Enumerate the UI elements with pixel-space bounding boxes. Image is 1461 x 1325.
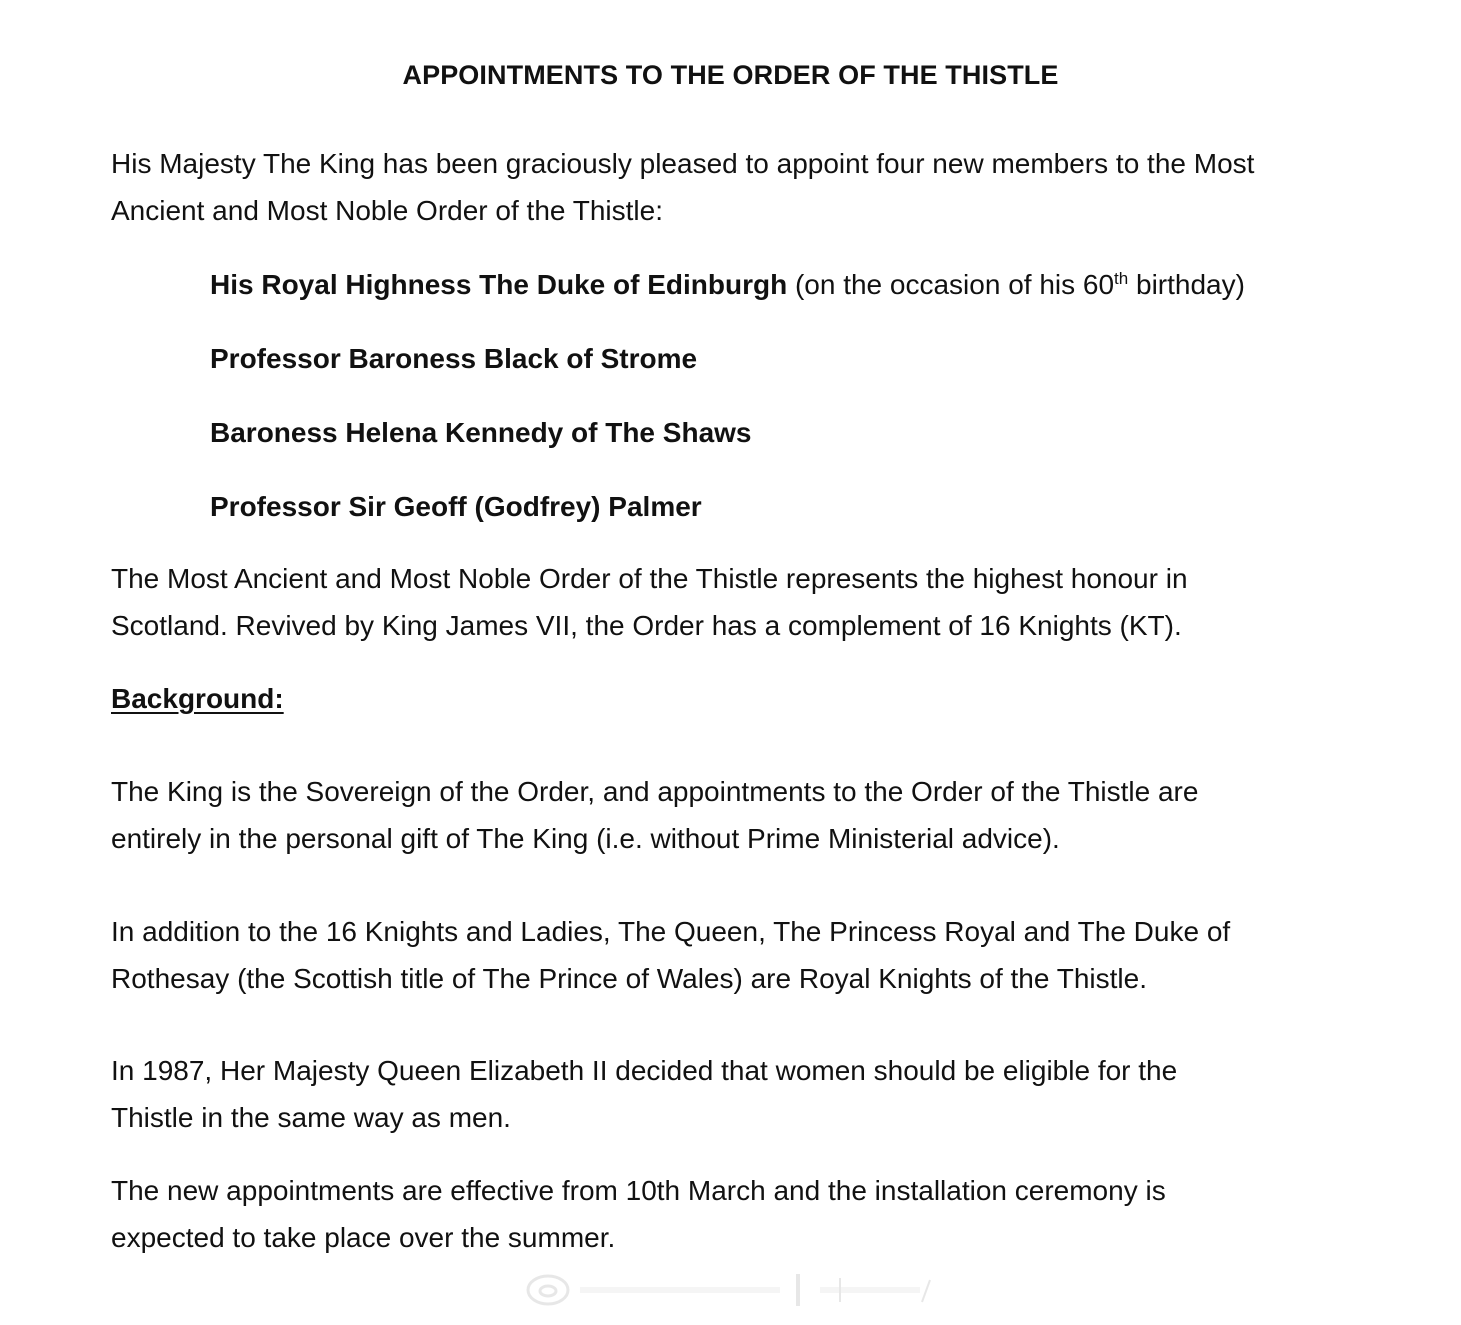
background-1-line-1: The King is the Sovereign of the Order, and appointments to the Order of the Thistle are bbox=[111, 776, 1199, 807]
background-1-line-2: entirely in the personal gift of The King (i.e. without Prime Ministerial advice). bbox=[111, 822, 1060, 854]
appointee-note-text: (on the occasion of his 60 bbox=[794, 269, 1115, 300]
background-paragraph-1 bbox=[111, 769, 1361, 862]
order-line-2: Scotland. Revived by King James VII, the Order has a complement of 16 Knights (KT). bbox=[111, 609, 1182, 641]
background-paragraph-4 bbox=[111, 1168, 1361, 1261]
background-3-line-2: Thistle in the same way as men. bbox=[111, 1101, 511, 1133]
appointee-note-superscript: th bbox=[1114, 269, 1129, 288]
appointee-name: Professor Sir Geoff (Godfrey) Palmer bbox=[210, 491, 702, 522]
order-paragraph bbox=[111, 556, 1361, 649]
background-2-line-1: In addition to the 16 Knights and Ladies, The Queen, The Princess Royal and The Duke of bbox=[111, 916, 1231, 947]
appointee-2 bbox=[210, 342, 1360, 376]
weibo-watermark-icon bbox=[520, 1268, 940, 1312]
appointee-note-text-end: birthday) bbox=[1128, 269, 1245, 300]
appointee-name: Baroness Helena Kennedy of The Shaws bbox=[210, 417, 752, 448]
appointee-name: His Royal Highness The Duke of Edinburgh bbox=[210, 269, 788, 300]
intro-line-1: His Majesty The King has been graciously pleased to appoint four new members to the Most bbox=[111, 148, 1255, 179]
background-4-line-2: expected to take place over the summer. bbox=[111, 1221, 616, 1253]
order-line-1: The Most Ancient and Most Noble Order of the Thistle represents the highest honour in bbox=[111, 563, 1188, 594]
background-2-line-2: Rothesay (the Scottish title of The Prince of Wales) are Royal Knights of the Thistle. bbox=[111, 962, 1147, 994]
background-heading: Background: bbox=[111, 683, 284, 714]
background-3-line-1: In 1987, Her Majesty Queen Elizabeth II decided that women should be eligible for the bbox=[111, 1055, 1178, 1086]
background-paragraph-2 bbox=[111, 909, 1361, 1002]
intro-paragraph bbox=[111, 141, 1361, 234]
intro-line-2: Ancient and Most Noble Order of the Thistle: bbox=[111, 194, 663, 226]
appointee-1 bbox=[210, 268, 1360, 302]
appointee-name: Professor Baroness Black of Strome bbox=[210, 343, 698, 374]
appointee-3 bbox=[210, 416, 1360, 450]
background-paragraph-3 bbox=[111, 1048, 1361, 1141]
background-4-line-1: The new appointments are effective from 10th March and the installation ceremony is bbox=[111, 1175, 1166, 1206]
document-title: APPOINTMENTS TO THE ORDER OF THE THISTLE bbox=[402, 60, 1059, 90]
appointee-note bbox=[795, 269, 1245, 300]
appointee-4 bbox=[210, 490, 1360, 524]
